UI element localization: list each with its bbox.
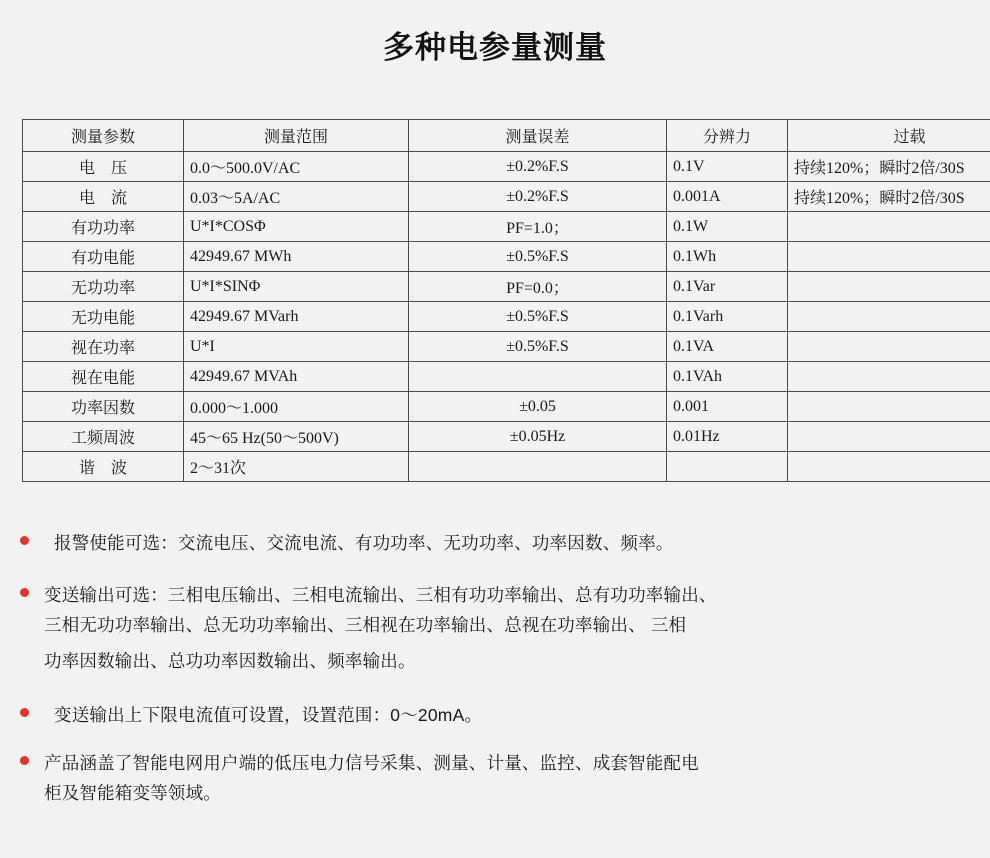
cell-overload bbox=[788, 272, 990, 302]
table-row bbox=[23, 362, 990, 392]
cell-error: ±0.2%F.S bbox=[409, 152, 667, 182]
cell-range: 0.0～500.0V/AC bbox=[184, 152, 409, 182]
cell-parameter: 无功电能 bbox=[23, 302, 184, 332]
cell-resolution: 0.1Var bbox=[667, 272, 788, 302]
column-header-range: 测量范围 bbox=[184, 120, 409, 152]
page-title: 多种电参量测量 bbox=[383, 30, 607, 65]
cell-parameter: 有功功率 bbox=[23, 212, 184, 242]
table-row bbox=[23, 182, 990, 212]
note-text-line-1: 变送输出可选：三相电压输出、三相电流输出、三相有功功率输出、总有功功率输出、 bbox=[44, 585, 717, 605]
cell-range: 0.03～5A/AC bbox=[184, 182, 409, 212]
table-row bbox=[23, 332, 990, 362]
table-body bbox=[23, 152, 990, 482]
cell-overload bbox=[788, 362, 990, 392]
cell-range: 42949.67 MVAh bbox=[184, 362, 409, 392]
note-text-line-2: 三相无功功率输出、总无功功率输出、三相视在功率输出、总视在功率输出、 三相 bbox=[44, 615, 687, 635]
cell-overload bbox=[788, 422, 990, 452]
cell-parameter: 视在功率 bbox=[23, 332, 184, 362]
column-header-error: 测量误差 bbox=[409, 120, 667, 152]
table-row bbox=[23, 422, 990, 452]
cell-resolution: 0.01Hz bbox=[667, 422, 788, 452]
cell-range: 45～65 Hz(50～500V) bbox=[184, 422, 409, 452]
column-header-parameter: 测量参数 bbox=[23, 120, 184, 152]
bullet-dot-icon bbox=[20, 536, 29, 545]
cell-overload bbox=[788, 242, 990, 272]
cell-parameter: 谐 波 bbox=[23, 452, 184, 482]
cell-parameter: 无功功率 bbox=[23, 272, 184, 302]
table-header bbox=[23, 120, 990, 152]
table-header-row bbox=[23, 120, 990, 152]
cell-error: ±0.5%F.S bbox=[409, 242, 667, 272]
cell-overload bbox=[788, 212, 990, 242]
cell-error: ±0.05 bbox=[409, 392, 667, 422]
cell-range: U*I bbox=[184, 332, 409, 362]
cell-overload bbox=[788, 332, 990, 362]
list-item-application bbox=[44, 748, 964, 808]
cell-resolution: 0.001A bbox=[667, 182, 788, 212]
list-item-alarm bbox=[44, 528, 964, 558]
cell-overload bbox=[788, 452, 990, 482]
cell-overload: 持续120%；瞬时2倍/30S bbox=[788, 182, 990, 212]
note-text-line-3: 功率因数输出、总功功率因数输出、频率输出。 bbox=[44, 651, 416, 671]
table-row bbox=[23, 302, 990, 332]
cell-error: PF=1.0； bbox=[409, 212, 667, 242]
spec-table-container bbox=[22, 119, 968, 482]
list-item-transmit-output bbox=[44, 580, 964, 676]
cell-resolution: 0.1W bbox=[667, 212, 788, 242]
cell-resolution: 0.1Wh bbox=[667, 242, 788, 272]
table-row bbox=[23, 212, 990, 242]
bullet-dot-icon bbox=[20, 708, 29, 717]
cell-parameter: 电 压 bbox=[23, 152, 184, 182]
spec-table bbox=[22, 119, 990, 482]
cell-parameter: 工频周波 bbox=[23, 422, 184, 452]
cell-range: 2～31次 bbox=[184, 452, 409, 482]
cell-resolution: 0.1VA bbox=[667, 332, 788, 362]
cell-range: U*I*COSΦ bbox=[184, 212, 409, 242]
cell-overload: 持续120%；瞬时2倍/30S bbox=[788, 152, 990, 182]
cell-error bbox=[409, 452, 667, 482]
table-row bbox=[23, 392, 990, 422]
cell-parameter: 电 流 bbox=[23, 182, 184, 212]
cell-error: ±0.2%F.S bbox=[409, 182, 667, 212]
table-row bbox=[23, 452, 990, 482]
bullet-dot-icon bbox=[20, 588, 29, 597]
cell-overload bbox=[788, 302, 990, 332]
cell-resolution: 0.1V bbox=[667, 152, 788, 182]
cell-parameter: 视在电能 bbox=[23, 362, 184, 392]
cell-range: 0.000～1.000 bbox=[184, 392, 409, 422]
note-text-line-1: 产品涵盖了智能电网用户端的低压电力信号采集、测量、计量、监控、成套智能配电 bbox=[44, 753, 699, 773]
table-row bbox=[23, 242, 990, 272]
cell-error bbox=[409, 362, 667, 392]
cell-range: 42949.67 MWh bbox=[184, 242, 409, 272]
cell-error: ±0.5%F.S bbox=[409, 302, 667, 332]
cell-parameter: 功率因数 bbox=[23, 392, 184, 422]
column-header-overload: 过载 bbox=[788, 120, 990, 152]
note-text: 变送输出上下限电流值可设置，设置范围：0～20mA。 bbox=[54, 705, 483, 725]
cell-resolution: 0.1VAh bbox=[667, 362, 788, 392]
bullet-dot-icon bbox=[20, 756, 29, 765]
note-text-line-2: 柜及智能箱变等领域。 bbox=[44, 783, 221, 803]
cell-overload bbox=[788, 392, 990, 422]
column-header-resolution: 分辨力 bbox=[667, 120, 788, 152]
notes-list bbox=[0, 528, 990, 808]
table-row bbox=[23, 272, 990, 302]
cell-resolution: 0.001 bbox=[667, 392, 788, 422]
cell-error: PF=0.0； bbox=[409, 272, 667, 302]
cell-resolution bbox=[667, 452, 788, 482]
cell-error: ±0.05Hz bbox=[409, 422, 667, 452]
cell-error: ±0.5%F.S bbox=[409, 332, 667, 362]
table-row bbox=[23, 152, 990, 182]
cell-resolution: 0.1Varh bbox=[667, 302, 788, 332]
note-text: 报警使能可选：交流电压、交流电流、有功功率、无功功率、功率因数、频率。 bbox=[54, 533, 674, 553]
list-item-current-range bbox=[44, 700, 964, 730]
cell-parameter: 有功电能 bbox=[23, 242, 184, 272]
cell-range: U*I*SINΦ bbox=[184, 272, 409, 302]
cell-range: 42949.67 MVarh bbox=[184, 302, 409, 332]
